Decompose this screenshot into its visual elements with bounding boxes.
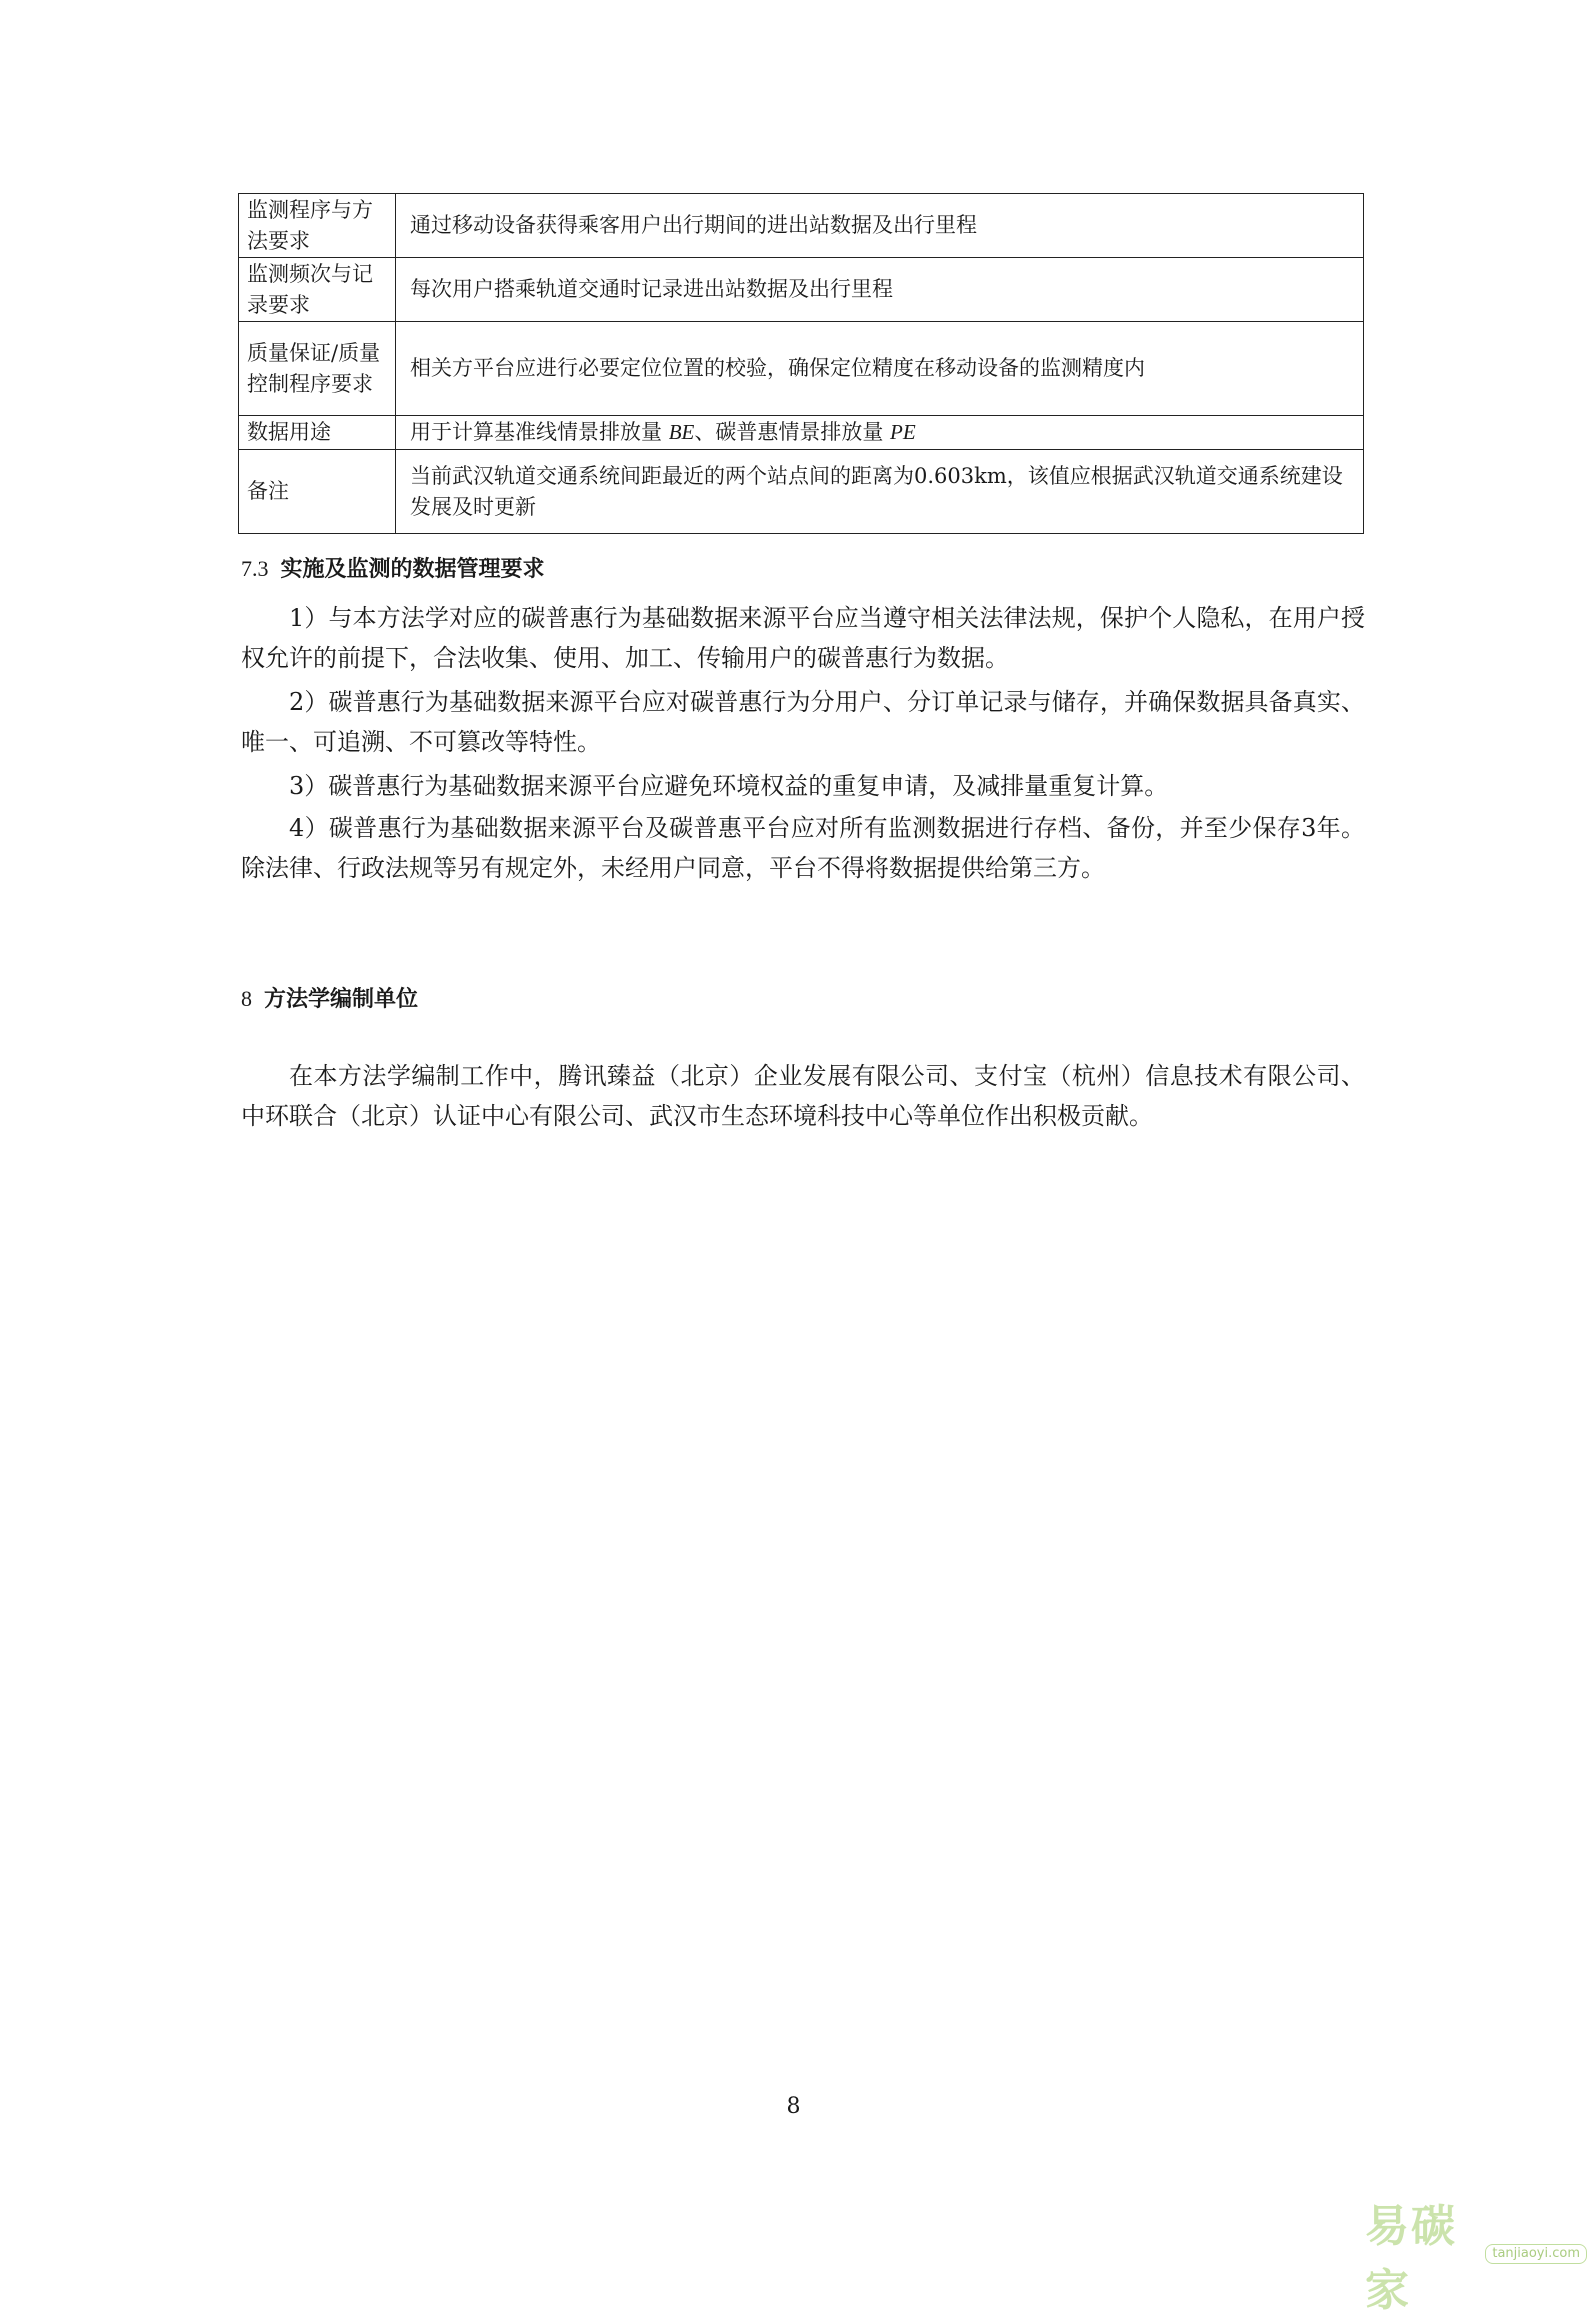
paragraph-7-3-1: 1）与本方法学对应的碳普惠行为基础数据来源平台应当遵守相关法律法规，保护个人隐私，在用户授权允许的前提下，合法收集、使用、加工、传输用户的碳普惠行为数据。: [241, 604, 1365, 672]
table-row: [239, 258, 1364, 322]
table-row: [239, 194, 1364, 258]
paragraph-8: 在本方法学编制工作中，腾讯臻益（北京）企业发展有限公司、支付宝（杭州）信息技术有限公司、中环联合（北京）认证中心有限公司、武汉市生态环境科技中心等单位作出积极贡献。: [241, 1062, 1365, 1130]
table-row: [239, 450, 1364, 534]
table-row-value: 相关方平台应进行必要定位位置的校验，确保定位精度在移动设备的监测精度内: [396, 322, 1364, 416]
watermark-logo: [1365, 2190, 1587, 2318]
table-row-value: 通过移动设备获得乘客用户出行期间的进出站数据及出行里程: [396, 194, 1364, 258]
section-heading-7-3: [241, 552, 545, 583]
section-heading-8: [241, 982, 418, 1013]
table-row-value: 当前武汉轨道交通系统间距最近的两个站点间的距离为0.603km，该值应根据武汉轨道交通系统建设发展及时更新: [396, 450, 1364, 534]
page-number: 8: [786, 2094, 801, 2119]
table-row-label: 数据用途: [239, 416, 396, 450]
section-number: 7.3: [241, 556, 269, 581]
table-row-value: [396, 416, 1364, 450]
project-emission-variable: PE: [890, 420, 916, 444]
watermark-logo-text: 易碳家: [1365, 2201, 1457, 2316]
table-row-label: 监测频次与记录要求: [239, 258, 396, 322]
watermark-url: tanjiaoyi.com: [1485, 2244, 1587, 2264]
table-row-label: 监测程序与方法要求: [239, 194, 396, 258]
section-title: 方法学编制单位: [264, 987, 419, 1012]
table-row: [239, 322, 1364, 416]
paragraph-7-3-4: 4）碳普惠行为基础数据来源平台及碳普惠平台应对所有监测数据进行存档、备份，并至少保存3年。除法律、行政法规等另有规定外，未经用户同意，平台不得将数据提供给第三方。: [241, 814, 1365, 882]
section-title: 实施及监测的数据管理要求: [280, 557, 545, 582]
data-use-prefix: 用于计算基准线情景排放量: [410, 420, 669, 444]
paragraph-7-3-2: 2）碳普惠行为基础数据来源平台应对碳普惠行为分用户、分订单记录与储存，并确保数据具备真实、唯一、可追溯、不可篡改等特性。: [241, 688, 1365, 756]
table-row: [239, 416, 1364, 450]
table-row-label: 备注: [239, 450, 396, 534]
section-number: 8: [241, 986, 252, 1011]
table-row-value: 每次用户搭乘轨道交通时记录进出站数据及出行里程: [396, 258, 1364, 322]
table-row-label: 质量保证/质量控制程序要求: [239, 322, 396, 416]
paragraph-7-3-3: 3）碳普惠行为基础数据来源平台应避免环境权益的重复申请，及减排量重复计算。: [289, 772, 1169, 800]
data-use-mid: 、碳普惠情景排放量: [694, 420, 891, 444]
monitoring-parameter-table: [238, 193, 1364, 534]
baseline-emission-variable: BE: [668, 420, 695, 444]
